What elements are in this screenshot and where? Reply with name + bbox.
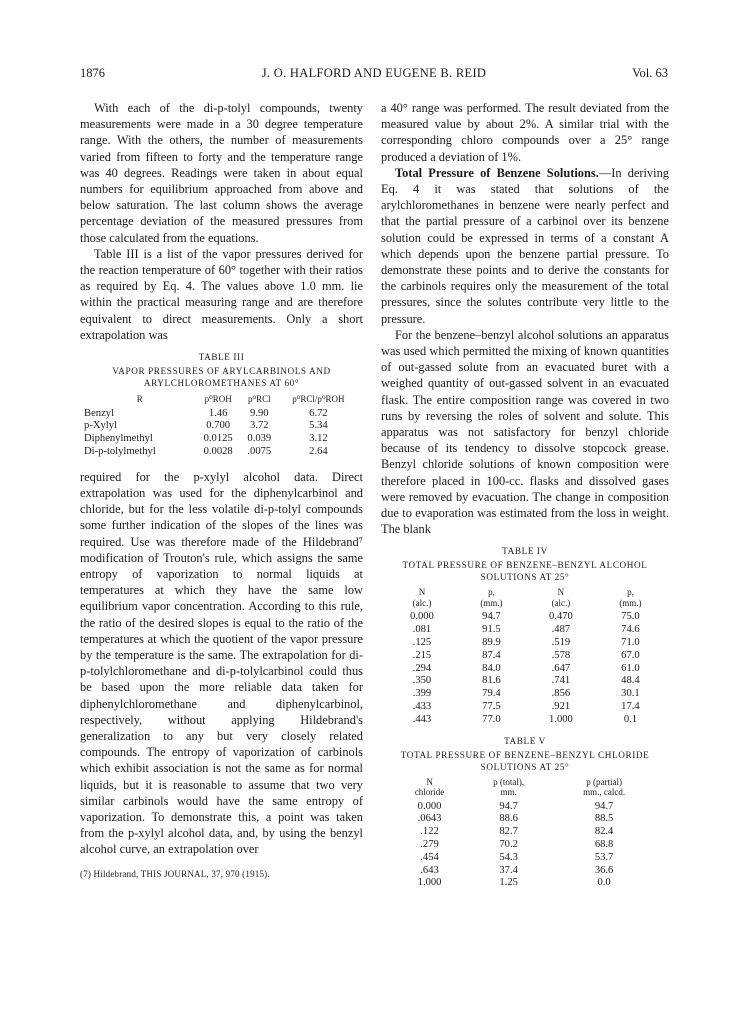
- table-row: .125 89.9 .519 71.0: [412, 637, 640, 649]
- table-cell: 9.90: [250, 407, 269, 419]
- table-row: .643 37.4 36.6: [420, 864, 614, 876]
- column-header: R: [136, 394, 143, 405]
- table-cell: Diphenylmethyl: [84, 433, 153, 445]
- table-row: 1.000 1.25 0.0: [417, 877, 611, 889]
- table-row: .454 54.3 53.7: [420, 851, 614, 863]
- table-4-label: TABLE IV: [502, 546, 548, 557]
- table-row: [84, 408, 359, 421]
- table-row: .279 70.2 68.8: [420, 839, 614, 851]
- table-cell: 3.72: [250, 420, 269, 432]
- column-header: p, (mm.): [619, 587, 642, 608]
- table-3: [84, 394, 359, 459]
- column-header: N (alc.): [551, 587, 571, 608]
- table-row: .399 79.4 .856 30.1: [412, 688, 640, 700]
- table-cell: 1.46: [208, 407, 228, 419]
- table-row: .433 77.5 .921 17.4: [412, 701, 640, 713]
- table-cell: 5.34: [309, 420, 328, 432]
- table-header-row: [84, 394, 359, 408]
- running-header: [80, 66, 668, 82]
- table-4-title: TOTAL PRESSURE OF BENZENE–BENZYL ALCOHOL SOLUTIONS AT 25°: [402, 560, 648, 583]
- table-row: .081 91.5 .487 74.6: [412, 624, 640, 636]
- table-5-title: TOTAL PRESSURE OF BENZENE–BENZYL CHLORIDE SOLUTIONS AT 25°: [400, 749, 650, 772]
- table-cell: 3.12: [309, 433, 328, 445]
- column-header: p⁰ROH: [204, 394, 232, 405]
- page-number: 1876: [80, 66, 105, 80]
- table-row: 0.000 94.7 0.470 75.0: [410, 611, 640, 623]
- right-column: [381, 100, 669, 894]
- paragraph: Table III is a list of the vapor pressures derived for the reaction temperature of 60° together with their ratios as required by Eq. 4. The values above 1.0 mm. lie within the practical measuring range and are therefore equivalent to direct measurements. Only a short extrapolation was: [80, 246, 363, 342]
- column-header: p (total), mm.: [493, 776, 525, 798]
- table-3-title: VAPOR PRESSURES OF ARYLCARBINOLS AND ARYLCHLOROMETHANES AT 60°: [112, 366, 331, 389]
- column-header: p⁰RCl: [248, 394, 271, 405]
- table-row: .122 82.7 82.4: [420, 826, 614, 838]
- table-cell: 0.700: [206, 420, 231, 432]
- column-header: p (partial) mm., calcd.: [583, 776, 626, 798]
- table-cell: .0075: [247, 445, 272, 457]
- table-cell: p-Xylyl: [84, 420, 117, 432]
- table-row: [84, 420, 359, 433]
- table-cell: 0.0125: [203, 433, 233, 445]
- paragraph: For the benzene–benzyl alcohol solutions an apparatus was used which permitted the mixing of known quantities of out-gassed solute from an evacuated buret with a weighed quantity of out-gassed solvent in an evacuated flask. The entire composition range was covered in two runs by reversing the roles of solvent and solute. This apparatus was not satisfactory for benzyl chloride because of its tendency to dissolve stopcock grease. Benzyl chloride solutions of known composition were therefore placed in 100-cc. flasks and dissolved gases were removed by evacuation. The change in composition due to evaporation was estimated from the loss in weight. The blank: [381, 327, 669, 537]
- table-4: [386, 587, 664, 726]
- table-cell: Benzyl: [84, 407, 115, 419]
- table-cell: Di-p-tolylmethyl: [84, 445, 156, 457]
- column-header: p⁰RCl/p⁰ROH: [292, 394, 345, 405]
- column-header: N (alc.): [412, 587, 432, 608]
- running-head-authors: J. O. HALFORD AND EUGENE B. REID: [261, 66, 487, 80]
- table-cell: 0.039: [247, 433, 272, 445]
- column-header: p, (mm.): [480, 587, 503, 608]
- paragraph: a 40° range was performed. The result deviated from the measured value by about 2%. A similar trial with the corresponding chloro compounds over a 25° range produced a deviation of 1%.: [381, 101, 669, 164]
- table-row: .294 84.0 .647 61.0: [412, 662, 640, 674]
- table-header-row: [391, 777, 659, 801]
- paragraph: With each of the di-p-tolyl compounds, twenty measurements were made in a 30 degree temperature range. With the others, the number of measurements varied from fifteen to forty and the temperature range was 40 degrees. Readings were taken in about equal numbers for equilibrium approached from above and below saturation. The last column shows the average percentage deviation of the measured pressures from those calculated from the equations.: [80, 101, 363, 245]
- table-row: .443 77.0 1.000 0.1: [412, 713, 638, 725]
- table-5: [391, 777, 659, 891]
- table-3-label: TABLE III: [198, 352, 245, 363]
- table-row: [84, 433, 359, 446]
- paragraph: [381, 165, 669, 327]
- table-row: .215 87.4 .578 67.0: [412, 649, 640, 661]
- table-row: .350 81.6 .741 48.4: [412, 675, 640, 687]
- paragraph-body: —In deriving Eq. 4 it was stated that solutions of the arylchloromethanes in benzene were nearly perfect and that the partial pressure of a carbinol over its benzene solution could be expressed in terms of a constant A which depends upon the benzene partial pressure. To demonstrate these points and to derive the constants for the carbinols requires only the measurement of the total pressures, since the solutes contribute very little to the pressure.: [381, 165, 669, 326]
- table-header-row: [386, 587, 664, 611]
- column-header: N chloride: [414, 776, 445, 798]
- section-run-in-head: Total Pressure of Benzene Solutions.: [395, 165, 599, 180]
- table-row: 0.000 94.7 94.7: [417, 800, 614, 812]
- left-column: [80, 100, 363, 882]
- volume-number: Vol. 63: [632, 66, 668, 80]
- table-5-label: TABLE V: [504, 735, 546, 746]
- table-cell: 0.0028: [203, 445, 233, 457]
- footnote: (7) Hildebrand, THIS JOURNAL, 37, 970 (1915).: [80, 868, 270, 879]
- table-cell: 6.72: [309, 407, 328, 419]
- table-row: .0643 88.6 88.5: [417, 813, 614, 825]
- paragraph: required for the p-xylyl alcohol data. Direct extrapolation was used for the diphenylcarbinol and chloride, but for the less volatile di-p-tolyl compounds some further indication of the slopes of the lines was required. Use was therefore made of the Hildebrand⁷ modification of Trouton's rule, which assigns the same entropy of vaporization to normal liquids at temperatures at which they have the same low equilibrium vapor concentration. According to this rule, the ratio of the desired slopes is equal to the ratio of the temperatures at which the quotient of the vapor pressure by the temperature is the same. The extrapolation for di-p-tolylchloromethane and di-p-tolylcarbinol could thus be based upon the more reliable data taken for diphenylchloromethane and diphenylcarbinol, respectively, without applying Hildebrand's generalization to any but very closely related compounds. The entropy of vaporization of carbinols which exhibit association is not the same as for normal liquids, but it is reasonable to assume that two very similar carbinols would have the same entropy of vaporization. To demonstrate this, a point was taken from the p-xylyl alcohol data, and, by using the benzyl alcohol curve, an extrapolation over: [80, 469, 363, 857]
- table-row: [84, 446, 359, 459]
- table-cell: 2.64: [309, 445, 328, 457]
